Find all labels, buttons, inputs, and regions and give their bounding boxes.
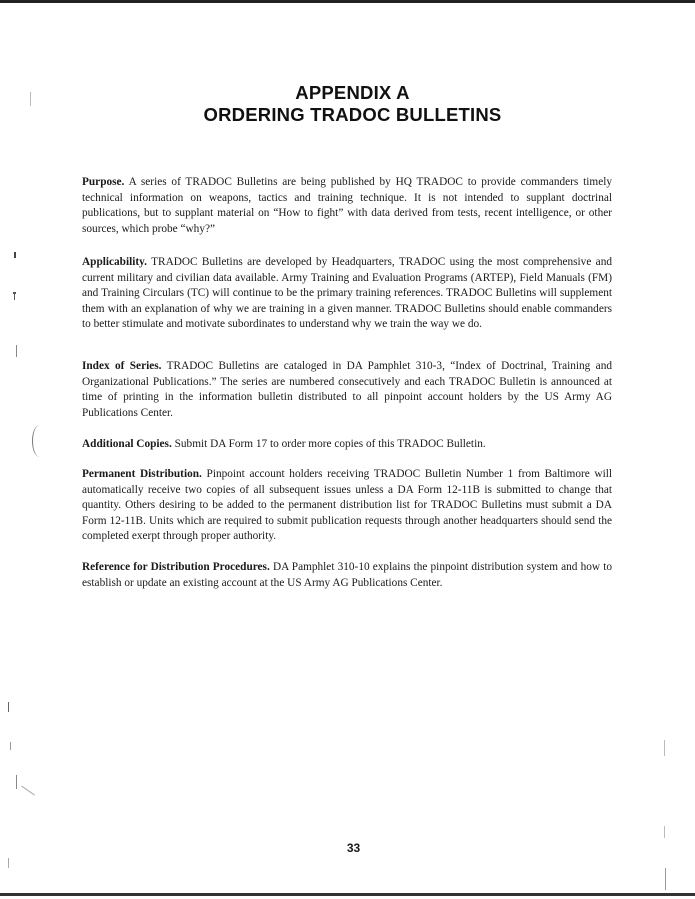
scan-mark [14,294,15,300]
section-heading: Index of Series. [82,360,162,372]
scan-mark [8,858,9,868]
appendix-title: APPENDIX A [295,82,410,103]
section-distribution-procedures [82,560,612,591]
section-body: Pinpoint account holders receiving TRADOC Bulletin Number 1 from Baltimore will automatically receive two copies of all subsequent issues unless a DA Form 12-11B is submitted to change that quantity. Others desiring to be added to the permanent distribution list for TRADOC Bulletins must submit a DA Form 12-11B. Units which are required to submit publication requests through another headquarters should send the completed exerpt through proper authority. [82,468,613,543]
section-heading: Purpose. [82,176,125,188]
appendix-subtitle: ORDERING TRADOC BULLETINS [203,104,502,125]
scan-mark [665,868,666,890]
section-body: Submit DA Form 17 to order more copies of this TRADOC Bulletin. [174,438,486,450]
section-body: TRADOC Bulletins are cataloged in DA Pamphlet 310-3, “Index of Doctrinal, Training and Organizational Publications.” The series are numbered consecutively and each TRADOC Bulletin is announced at time of printing in the information bulletin distributed to all pinpoint account holders by the US Army AG Publications Center. [82,360,612,419]
section-heading: Reference for Distribution Procedures. [82,561,270,573]
scan-mark [664,826,665,838]
section-purpose [82,175,612,237]
scan-mark [10,742,11,750]
page-number: 33 [346,841,361,855]
scan-mark [8,702,9,712]
scan-edge-top [0,0,695,3]
scan-mark [16,775,17,789]
section-permanent-distribution [82,467,612,545]
scan-mark [16,345,17,357]
scan-mark [664,740,665,756]
scan-mark [30,92,31,106]
section-body: TRADOC Bulletins are developed by Headquarters, TRADOC using the most comprehensive and current military and civilian data available. Army Training and Evaluation Programs (ARTEP), Field Manuals (FM) and Training Circulars (TC) will continue to be the primary training references. TRADOC Bulletins will supplement them with an explanation of why we are training in a given manner. TRADOC Bulletins should enable commanders to better stimulate and motivate subordinates to understand why we train the way we do. [82,256,612,331]
section-applicability [82,255,612,333]
section-heading: Additional Copies. [82,438,172,450]
scan-edge-bottom [0,893,695,896]
section-body: DA Pamphlet 310-10 explains the pinpoint distribution system and how to establish or update an existing account at the US Army AG Publications Center. [82,561,612,589]
section-heading: Applicability. [82,256,147,268]
scan-mark [21,786,35,796]
section-index-of-series [82,359,612,421]
scan-mark [32,425,47,457]
section-body: A series of TRADOC Bulletins are being published by HQ TRADOC to provide commanders timely technical information on weapons, tactics and training technique. It is not intended to supplant doctrinal publications, but to supplant material on “How to fight” with data derived from tests, recent intelligence, or other sources, which probe “why?” [82,176,612,235]
section-heading: Permanent Distribution. [82,468,202,480]
section-additional-copies [82,437,612,453]
scan-mark [14,252,16,258]
